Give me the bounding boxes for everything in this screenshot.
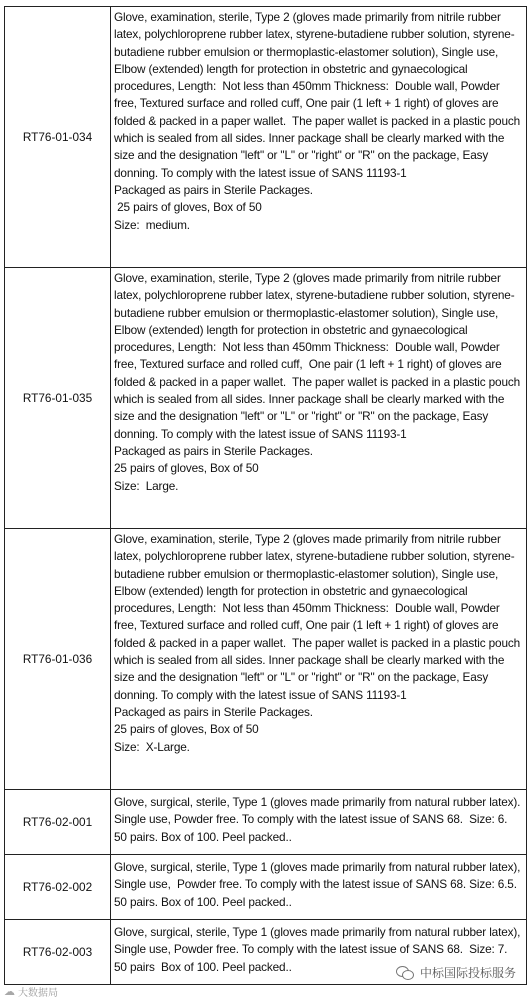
description-line: donning. To comply with the latest issue of SANS 11193-1 [114,687,407,702]
description-line: Glove, surgical, sterile, Type 1 (gloves made primarily from natural rubber latex). [114,795,521,809]
item-code: RT76-02-003 [5,920,111,985]
description-line: Glove, surgical, sterile, Type 1 (gloves made primarily from natural rubber latex), [114,860,521,874]
description-line: latex, polychloroprene rubber latex, styrene-butadiene rubber solution, styrene- [114,549,515,564]
description-line: Elbow (extended) length for protection in obstetric and gynaecological [114,61,468,76]
description-line: Glove, examination, sterile, Type 2 (gloves made primarily from nitrile rubber [114,532,501,546]
watermark-left-text: 大数据局 [18,988,58,999]
description-line: 50 pairs. Box of 100. Peel packed.. [114,894,292,909]
item-description [111,268,527,529]
watermark-right-text: 中标国际投标服务 [419,966,516,980]
description-line: which is sealed from all sides. Inner package shall be clearly marked with the [114,131,505,146]
description-line: latex, polychloroprene rubber latex, styrene-butadiene rubber solution, styrene- [114,288,515,303]
table-row [5,529,527,790]
description-line: 50 pairs Box of 100. Peel packed.. [114,959,292,974]
description-line: Glove, examination, sterile, Type 2 (gloves made primarily from nitrile rubber [114,10,501,24]
cloud-icon: ☁ [4,986,15,998]
description-line: folded & packed in a paper wallet. The paper wallet is packed in a plastic pouch [114,113,521,128]
description-line: procedures, Length: Not less than 450mm Thickness: Double wall, Powder [114,79,500,94]
table-row [5,790,527,855]
description-line: Size: Large. [114,478,179,493]
description-line: which is sealed from all sides. Inner package shall be clearly marked with the [114,392,505,407]
description-line: butadiene rubber emulsion or thermoplastic-elastomer solution), Single use, [114,305,499,320]
description-line: size and the designation "left" or "L" or "right" or "R" on the package, Easy [114,148,489,163]
description-line: donning. To comply with the latest issue of SANS 11193-1 [114,165,407,180]
description-line: 25 pairs of gloves, Box of 50 [114,200,262,215]
description-line: butadiene rubber emulsion or thermoplastic-elastomer solution), Single use, [114,44,499,59]
description-line: Single use, Powder free. To comply with the latest issue of SANS 68. Size: 7. [114,942,508,957]
description-line: which is sealed from all sides. Inner package shall be clearly marked with the [114,653,505,668]
description-line: 50 pairs. Box of 100. Peel packed.. [114,829,292,844]
description-line: procedures, Length: Not less than 450mm Thickness: Double wall, Powder [114,601,500,616]
item-spec-table [4,6,527,985]
table-row [5,268,527,529]
table-body [5,7,527,985]
description-line: size and the designation "left" or "L" or "right" or "R" on the package, Easy [114,670,489,685]
description-line: free, Textured surface and rolled cuff, One pair (1 left + 1 right) of gloves are [114,357,502,372]
item-code: RT76-01-034 [5,7,111,268]
description-line: 25 pairs of gloves, Box of 50 [114,722,259,737]
description-line: Packaged as pairs in Sterile Packages. [114,182,313,197]
item-description [111,790,527,855]
description-line: Glove, examination, sterile, Type 2 (gloves made primarily from nitrile rubber [114,271,501,285]
table-row [5,7,527,268]
description-line: Size: medium. [114,217,190,232]
item-code: RT76-02-001 [5,790,111,855]
description-line: size and the designation "left" or "L" or "right" or "R" on the package, Easy [114,409,489,424]
item-code: RT76-02-002 [5,855,111,920]
description-line: Glove, surgical, sterile, Type 1 (gloves made primarily from natural rubber latex), [114,925,521,939]
item-description [111,855,527,920]
watermark-right [394,964,518,981]
description-line: Size: X-Large. [114,739,190,754]
description-line: Elbow (extended) length for protection in obstetric and gynaecological [114,583,468,598]
watermark-left [4,984,58,999]
description-line: folded & packed in a paper wallet. The paper wallet is packed in a plastic pouch [114,374,521,389]
description-line: butadiene rubber emulsion or thermoplastic-elastomer solution), Single use, [114,566,499,581]
description-line: Single use, Powder free. To comply with the latest issue of SANS 68. Size: 6.5. [114,877,517,892]
description-line: Single use, Powder free. To comply with the latest issue of SANS 68. Size: 6. [114,812,508,827]
item-code: RT76-01-035 [5,268,111,529]
description-line: free, Textured surface and rolled cuff, One pair (1 left + 1 right) of gloves are [114,618,499,633]
description-line: 25 pairs of gloves, Box of 50 [114,461,259,476]
wechat-icon [396,966,414,980]
item-description [111,7,527,268]
description-line: free, Textured surface and rolled cuff, One pair (1 left + 1 right) of gloves are [114,96,499,111]
item-description [111,529,527,790]
item-code: RT76-01-036 [5,529,111,790]
description-line: Packaged as pairs in Sterile Packages. [114,704,313,719]
table-row [5,855,527,920]
description-line: latex, polychloroprene rubber latex, styrene-butadiene rubber solution, styrene- [114,27,515,42]
description-line: Packaged as pairs in Sterile Packages. [114,443,313,458]
description-line: Elbow (extended) length for protection in obstetric and gynaecological [114,322,468,337]
description-line: donning. To comply with the latest issue of SANS 11193-1 [114,426,407,441]
description-line: procedures, Length: Not less than 450mm Thickness: Double wall, Powder [114,340,500,355]
description-line: folded & packed in a paper wallet. The paper wallet is packed in a plastic pouch [114,635,521,650]
